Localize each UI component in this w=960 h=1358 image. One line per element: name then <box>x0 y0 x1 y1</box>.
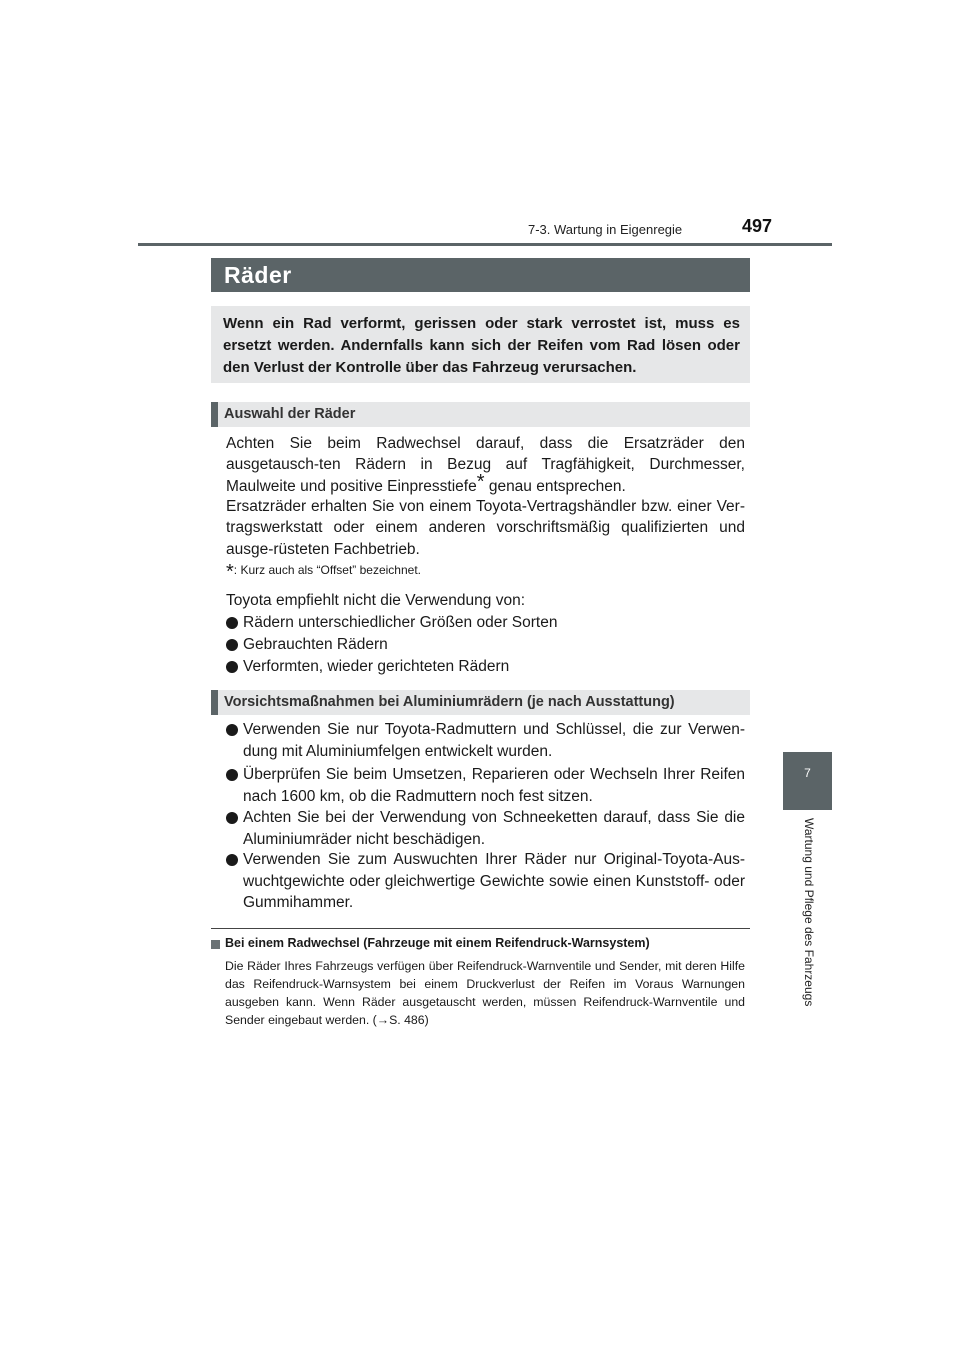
section-title: 7-3. Wartung in Eigenregie <box>528 222 683 237</box>
square-bullet-icon <box>211 940 220 949</box>
page-number: 497 <box>742 216 773 236</box>
list-item <box>226 807 745 850</box>
paragraph-text: Achten Sie beim Radwechsel darauf, dass die Ersatzräder den ausgetausch-ten Rädern in Bezug auf Tragfähigkeit, Durchmesser, Maulweite und positive Einpresstiefe <box>226 435 745 495</box>
footnote-text: : Kurz auch als “Offset” bezeichnet. <box>233 563 421 577</box>
list-item-text: Rädern unterschiedlicher Größen oder Sorten <box>243 614 558 631</box>
title-bar <box>211 258 750 292</box>
list-item <box>226 764 745 807</box>
intro-text: Wenn ein Rad verformt, gerissen oder stark verrostet ist, muss es ersetzt werden. Andernfalls kann sich der Reifen vom Rad lösen oder den Verlust der Kontrolle über das Fahrzeug verursachen. <box>223 315 740 376</box>
bullet-icon <box>226 812 238 824</box>
bullet-icon <box>226 617 238 629</box>
recommend-text: Toyota empfiehlt nicht die Verwendung von: <box>226 592 525 609</box>
section-heading-accent <box>211 690 218 715</box>
bullet-icon <box>226 661 238 673</box>
footnote-star: * <box>226 561 234 583</box>
list-item <box>226 634 745 656</box>
header-rule <box>138 243 832 246</box>
wheel-selection-paragraph <box>226 433 745 497</box>
bullet-icon <box>226 769 238 781</box>
note-body: Die Räder Ihres Fahrzeugs verfügen über Reifendruck-Warnventile und Sender, mit deren Hilfe das Reifendruck-Warnsystem bei einem Druckverlust der Reifen im Voraus Warnungen ausgeben kann. Wenn Räder ausgetauscht werden, müssen Reifendruck-Warnventile und Sender eingebaut werden. (→S. 486) <box>225 959 745 1027</box>
bullet-icon <box>226 854 238 866</box>
bullet-icon <box>226 639 238 651</box>
paragraph-text-end: genau entsprechen. <box>484 477 626 495</box>
list-item-text: Überprüfen Sie beim Umsetzen, Reparieren oder Wechseln Ihrer Reifen nach 1600 km, ob die Radmuttern noch fest sitzen. <box>243 766 745 805</box>
list-item-text: Verformten, wieder gerichteten Rädern <box>243 658 510 675</box>
list-item <box>226 849 745 914</box>
list-item-text: Verwenden Sie nur Toyota-Radmuttern und Schlüssel, die zur Verwen-dung mit Aluminiumfelgen entwickelt wurden. <box>243 721 745 760</box>
list-item-text: Achten Sie bei der Verwendung von Schneeketten darauf, dass Sie die Aluminiumräder nicht beschädigen. <box>243 809 745 848</box>
list-item <box>226 656 745 678</box>
footnote <box>226 561 421 584</box>
list-item-text: Gebrauchten Rädern <box>243 636 388 653</box>
list-item <box>226 719 745 762</box>
list-item <box>226 612 745 634</box>
list-item-text: Verwenden Sie zum Auswuchten Ihrer Räder nur Original-Toyota-Aus-wuchtgewichte oder gleichwertige Gewichte sowie einen Kunststoff- oder Gummihammer. <box>243 851 745 911</box>
chapter-number: 7 <box>804 766 811 780</box>
note-heading: Bei einem Radwechsel (Fahrzeuge mit einem Reifendruck-Warnsystem) <box>225 936 650 950</box>
section-heading-aluminium-wheels: Vorsichtsmaßnahmen bei Aluminiumrädern (je nach Ausstattung) <box>224 694 675 710</box>
bullet-icon <box>226 724 238 736</box>
note-divider <box>211 928 750 929</box>
section-heading-accent <box>211 402 218 427</box>
page-title: Räder <box>224 262 292 288</box>
chapter-tab <box>783 752 832 810</box>
chapter-title: Wartung und Pflege des Fahrzeugs <box>802 818 816 1007</box>
section-heading-wheel-selection: Auswahl der Räder <box>224 406 356 422</box>
dealer-paragraph: Ersatzräder erhalten Sie von einem Toyota-Vertragshändler bzw. einer Ver-tragswerkstatt oder einem anderen vorschriftsmäßig qualifizierten und ausge-rüsteten Fachbetrieb. <box>226 498 745 558</box>
footnote-marker: * <box>476 471 485 494</box>
